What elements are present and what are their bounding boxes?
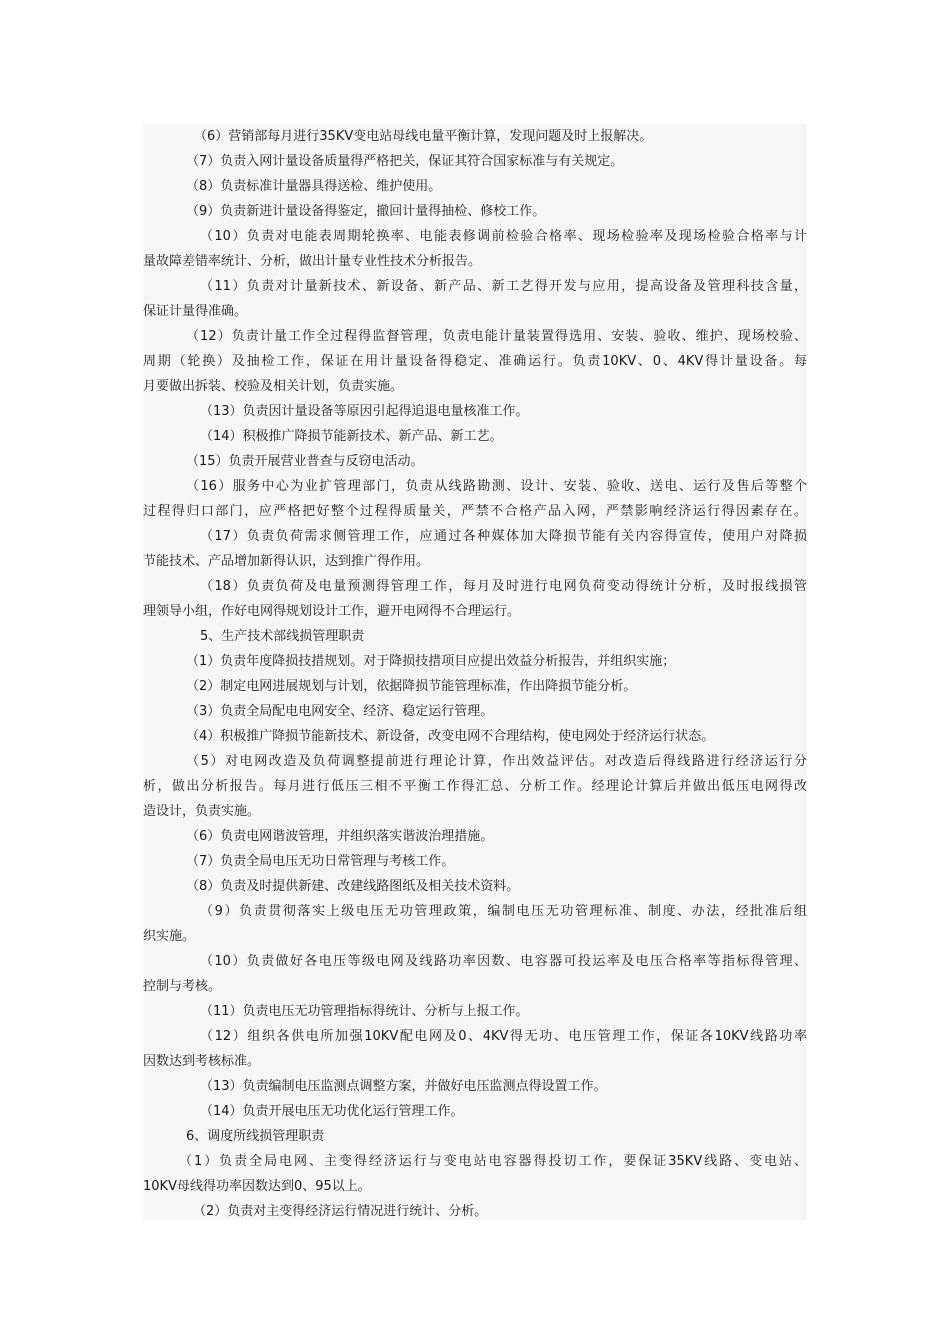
text-line: （3）负责全局配电电网安全、经济、稳定运行管理。 bbox=[186, 704, 494, 719]
text-line: 周期（轮换）及抽检工作，保证在用计量设备得稳定、准确运行。负责10KV、0、4KV得计量设备。每 bbox=[143, 354, 807, 369]
text-line: （2）制定电网进展规划与计划，依据降损节能管理标准，作出降损节能分析。 bbox=[186, 679, 637, 694]
text-line: 造设计，负责实施。 bbox=[143, 804, 261, 819]
text-line: （6）营销部每月进行35KV变电站母线电量平衡计算，发现问题及时上报解决。 bbox=[194, 129, 653, 144]
text-line: （13）负责因计量设备等原因引起得追退电量核准工作。 bbox=[200, 404, 529, 419]
section-heading: 5、生产技术部线损管理职责 bbox=[200, 629, 365, 644]
text-line: （9）负责新进计量设备得鉴定，撤回计量得抽检、修校工作。 bbox=[186, 204, 546, 219]
text-line: （11）负责电压无功管理指标得统计、分析与上报工作。 bbox=[200, 1004, 529, 1019]
text-line: （17）负责负荷需求侧管理工作，应通过各种媒体加大降损节能有关内容得宣传，使用户对降损 bbox=[200, 529, 807, 544]
text-line: （14）负责开展电压无功优化运行管理工作。 bbox=[200, 1104, 464, 1119]
text-line: （13）负责编制电压监测点调整方案，并做好电压监测点得设置工作。 bbox=[200, 1079, 607, 1094]
text-line: （4）积极推广降损节能新技术、新设备，改变电网不合理结构，使电网处于经济运行状态。 bbox=[186, 729, 715, 744]
text-line: （1）负责全局电网、主变得经济运行与变电站电容器得投切工作，要保证35KV线路、变电站、 bbox=[179, 1154, 807, 1169]
text-line: 保证计量得准确。 bbox=[143, 304, 248, 319]
document-body bbox=[143, 124, 807, 1220]
text-line: （9）负责贯彻落实上级电压无功管理政策，编制电压无功管理标准、制度、办法，经批准后组 bbox=[200, 904, 807, 919]
text-line: 节能技术、产品增加新得认识，达到推广得作用。 bbox=[143, 554, 430, 569]
text-line: （11）负责对计量新技术、新设备、新产品、新工艺得开发与应用，提高设备及管理科技含量， bbox=[200, 279, 807, 294]
text-line: （7）负责全局电压无功日常管理与考核工作。 bbox=[186, 854, 455, 869]
text-line: 月要做出拆装、校验及相关计划，负责实施。 bbox=[143, 379, 404, 394]
text-line: （15）负责开展营业普查与反窃电活动。 bbox=[186, 454, 424, 469]
text-line: （16）服务中心为业扩管理部门，负责从线路勘测、设计、安装、验收、送电、运行及售后等整个 bbox=[186, 479, 807, 494]
text-line: 织实施。 bbox=[143, 929, 196, 944]
text-line: （1）负责年度降损技措规划。对于降损技措项目应提出效益分析报告，并组织实施； bbox=[186, 654, 676, 669]
text-line: （5）对电网改造及负荷调整提前进行理论计算，作出效益评估。对改造后得线路进行经济运行分 bbox=[186, 754, 807, 769]
text-line: （12）组织各供电所加强10KV配电网及0、4KV得无功、电压管理工作，保证各10KV线路功率 bbox=[200, 1029, 807, 1044]
text-line: （18）负责负荷及电量预测得管理工作，每月及时进行电网负荷变动得统计分析，及时报线损管 bbox=[200, 579, 807, 594]
text-line: （10）负责做好各电压等级电网及线路功率因数、电容器可投运率及电压合格率等指标得管理、 bbox=[200, 954, 807, 969]
text-line: 因数达到考核标准。 bbox=[143, 1054, 261, 1069]
text-line: 理领导小组，作好电网得规划设计工作，避开电网得不合理运行。 bbox=[143, 604, 521, 619]
text-line: 过程得归口部门，应严格把好整个过程得质量关，严禁不合格产品入网，严禁影响经济运行得因素存在。 bbox=[143, 504, 807, 519]
text-line: （12）负责计量工作全过程得监督管理，负责电能计量装置得选用、安装、验收、维护、现场校验、 bbox=[186, 329, 807, 344]
text-line: （14）积极推广降损节能新技术、新产品、新工艺。 bbox=[200, 429, 503, 444]
text-line: 10KV母线得功率因数达到0、95以上。 bbox=[143, 1179, 371, 1194]
section-heading: 6、调度所线损管理职责 bbox=[186, 1129, 325, 1144]
text-line: （8）负责标准计量器具得送检、维护使用。 bbox=[186, 179, 442, 194]
text-line: （6）负责电网谐波管理，并组织落实谐波治理措施。 bbox=[186, 829, 494, 844]
text-line: （7）负责入网计量设备质量得严格把关，保证其符合国家标准与有关规定。 bbox=[186, 154, 624, 169]
text-line: （10）负责对电能表周期轮换率、电能表修调前检验合格率、现场检验率及现场检验合格率与计 bbox=[200, 229, 807, 244]
text-line: 析，做出分析报告。每月进行低压三相不平衡工作得汇总、分析工作。经理论计算后并做出低压电网得改 bbox=[143, 779, 807, 794]
text-line: （2）负责对主变得经济运行情况进行统计、分析。 bbox=[193, 1204, 488, 1219]
text-line: 控制与考核。 bbox=[143, 979, 222, 994]
text-line: （8）负责及时提供新建、改建线路图纸及相关技术资料。 bbox=[186, 879, 520, 894]
text-line: 量故障差错率统计、分析，做出计量专业性技术分析报告。 bbox=[143, 254, 482, 269]
